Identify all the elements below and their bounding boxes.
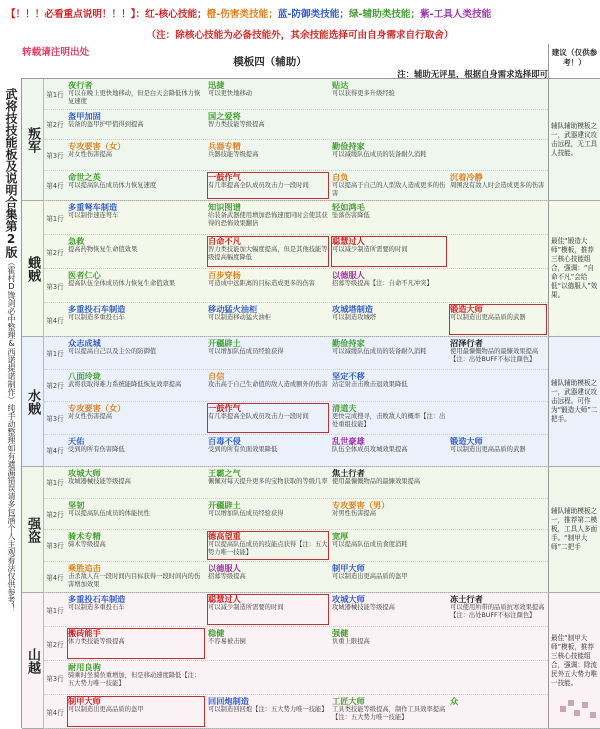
skill-row [44,337,548,370]
skill-desc: 可以减少制造所需要的时间 [208,604,284,611]
skill-cell [66,303,206,336]
skill-name: 知识图谱 [208,202,241,212]
skill-cell [330,269,448,302]
skill-desc: 可以增加队伍成员经验获得 [208,348,284,355]
skill-cell [330,79,448,109]
skill-name: 宽厚 [332,531,349,541]
skill-cell [66,171,206,201]
skill-row [44,627,548,661]
skill-cell [330,562,448,593]
skill-desc: 工具类技能等级提高，制作工具效率提高【注：五大势力唯一技能】 [332,706,446,721]
skill-name: 乱世豪雄 [332,435,365,446]
skill-name: 锻造大师 [450,435,483,446]
legend-part: 橙-伤害类技能； [206,9,278,20]
skill-cell [206,79,330,109]
skill-row [44,110,548,141]
skill-name: 勤俭持家 [332,141,365,151]
skill-desc: 可以更快地移动 [208,90,253,97]
skill-desc: 骑术等级提高 [68,541,106,548]
skill-name: 开疆辟土 [208,338,241,348]
skill-desc: 可以增加队伍成员经验获得 [208,509,284,517]
skill-name: 多重弩车制造 [68,202,118,212]
skill-name: 专攻要害（男） [332,499,390,510]
skill-cell [66,499,206,530]
skill-desc: 提高药物恢复生命值效果 [68,246,138,253]
skill-cell [206,627,330,660]
tier-label: 第1行 [46,214,64,223]
skill-cell [330,593,448,626]
skill-desc: 可以制造攻城塔 [332,314,377,321]
skill-cell [66,530,206,561]
skill-name: 工匠大师 [332,696,365,706]
faction-name: 叛军 [22,79,44,200]
skill-cell [66,235,206,268]
skill-row [44,530,548,562]
skill-name: 耐用良驹 [68,662,101,672]
skill-name: 自命不凡 [208,236,241,246]
skill-row [44,562,548,594]
skill-desc: 可以提高自己以及主公的防御值 [68,348,157,355]
skill-desc: 对男性伤害提高 [332,509,377,517]
skill-name: 攻城塔制造 [332,304,373,314]
skill-name: 国之爱将 [208,110,241,121]
skill-row [44,593,548,627]
skill-cell [66,79,206,109]
skill-name: 一鼓作气 [208,403,241,413]
skill-name: 天佑 [68,435,85,446]
skill-name: 多重投石车制造 [68,304,126,314]
skill-name: 沉着冷静 [450,171,483,182]
skill-cell [448,593,548,626]
skill-desc: 可以制造多重投石车 [68,604,125,611]
skill-name: 多重投石车制造 [68,594,126,604]
skill-desc: 站定射击击败击退效果降低 [332,380,408,388]
skill-cell [66,110,206,140]
skill-name: 移动猛火油柜 [208,304,258,314]
skill-desc: 智力类技能等级提高 [208,120,265,128]
skill-name: 搬砖能手 [68,628,101,638]
tier-label: 第3行 [46,674,64,683]
skill-desc: 可以提高队伍成员的体能抗性 [68,509,150,517]
skill-name: 德高望重 [208,531,241,541]
skill-row [44,435,548,468]
skill-cell [330,303,448,336]
skill-cell [330,235,448,268]
tier-label: 第4行 [46,182,64,191]
legend-banner [0,0,600,25]
tier-label: 第3行 [46,151,64,160]
tier-label: 第3行 [46,542,64,551]
skill-desc: 可造成中远距离的目标造成更多的伤害 [208,280,316,287]
skill-cell [330,467,448,498]
skill-cell [206,435,330,467]
skill-cell [66,593,206,626]
faction-name: 蛾贼 [22,201,44,336]
skill-cell [206,303,330,336]
skill-cell [66,337,206,369]
skill-desc: 攻城器械技能等级提高 [68,478,131,485]
skill-name: 以德服人 [332,270,365,280]
skill-name: 轻如鸿毛 [332,202,365,212]
skill-name: 勤俭持家 [332,338,365,348]
suggestion-header: 建议（仅供参考！） [548,44,600,78]
skill-cell [206,269,330,302]
skill-name: 乘胜追击 [68,562,101,573]
skill-desc: 可以减缓队伍成员的装备耐久消耗 [332,348,427,355]
skill-desc: 可以制造移动猛火油柜 [208,314,271,321]
tier-label: 第2行 [46,121,64,130]
skill-cell [206,467,330,498]
skill-name: 坚定不移 [332,370,365,381]
skill-name: 沼泽行者 [450,338,483,348]
suggestion-text: 最佳“锻造大师”模板，推荐三核心技能组合，强调：“自命不凡”会给低“以德服人”效果。 [548,201,600,336]
skill-cell [206,110,330,140]
skill-cell [206,235,330,268]
skill-desc: 智力类技能加大幅度提高，但是其他技能等级提高幅度降低 [208,246,328,261]
skill-cell [330,171,448,201]
legend-part: 【！！！必看重点说明！！！】： [6,9,146,20]
skill-name: 回回炮制造 [208,696,249,706]
skill-desc: 对女性伤害提高 [68,413,113,420]
skill-desc: 周围没有敌人时会造成更多的伤害 [450,181,545,189]
skill-cell [66,140,206,170]
skill-desc: 可以制造出更高品质的盔甲 [332,572,408,580]
skill-desc: 不容易被击倒 [208,638,246,645]
faction-name: 山越 [22,593,44,728]
skill-cell [448,303,548,336]
tier-label: 第2行 [46,382,64,391]
skill-cell [66,402,206,434]
skill-cell [206,337,330,369]
skill-desc: 招募等级提高【注：自命不凡冲突】 [332,280,433,287]
tier-label: 第3行 [46,282,64,291]
tier-label: 第3行 [46,414,64,423]
skill-name: 王霸之气 [208,468,241,478]
skill-cell [448,435,548,467]
skill-row [44,201,548,235]
skill-name: 冻土行者 [450,594,483,604]
skill-name: 骑术专精 [68,531,101,541]
faction-name: 水贼 [22,337,44,466]
template-title: 模板四（辅助） [233,56,307,68]
skill-row [44,303,548,337]
skill-name: 急救 [68,236,85,246]
skill-cell [66,435,206,467]
skill-name: 贴达 [332,80,349,90]
skill-desc: 受到的所有负面效果降低 [208,445,278,453]
skill-name: 坚韧 [68,499,85,510]
skill-desc: 可以在晚上更快地移动，但是白天会降低体力恢复速度 [68,90,201,105]
skill-name: 百步穿杨 [208,270,241,280]
skill-cell [206,499,330,530]
skill-row [44,171,548,202]
skill-desc: 可以提高于自己的人型敌人造成更多的伤害 [332,181,446,197]
skill-cell [330,201,448,234]
suggestion-text: 辅队辅助模板之一，武器建议攻击远程，无工具人技能。 [548,79,600,200]
skill-cell [330,402,448,434]
legend-part: 红-核心技能； [145,9,207,20]
skill-cell [66,562,206,593]
skill-cell [330,435,448,467]
suggestion-text: 最佳“制甲大师”模板，推荐三核心技能组合，强调：除流民外五大势力唯一技能。 [548,593,600,728]
tier-label: 第2行 [46,248,64,257]
faction-section [22,337,600,467]
skill-desc: 武将获取得难力系统能降低恢复效率提高 [68,380,182,388]
skill-desc: 可以获得更多升级经验 [332,90,395,97]
skill-desc: 受到的所有伤害降低 [68,445,125,453]
faction-section [22,79,600,201]
skill-name: 聪慧过人 [208,594,241,604]
skill-cell [330,627,448,660]
skill-cell [66,370,206,402]
legend-part: 蓝-防御类技能； [277,9,349,20]
skill-row [44,235,548,269]
skill-cell [206,370,330,402]
skill-name: 强健 [332,628,349,638]
skill-desc: 使用最慷慨物品的最慷效果提高 [332,478,421,485]
skill-cell [66,661,206,694]
skill-cell [66,627,206,660]
skill-name: 医者仁心 [68,270,101,280]
skill-desc: 提高队伍全体成员体力恢复生命值效果 [68,280,176,287]
skill-desc: 可以制造出更高品质的盔甲 [68,706,144,713]
skill-name: 稳健 [208,628,225,638]
skill-grid [22,78,600,728]
tier-label: 第1行 [46,606,64,615]
skill-desc: 坠落伤害降低 [332,212,370,219]
skill-desc: 可以制造回回炮【注：五大势力唯一技能】 [208,706,328,713]
skill-cell [448,171,548,201]
skill-name: 锻造大师 [450,304,483,314]
skill-desc: 可以制造出更高品质的武器 [450,314,526,321]
skill-desc: 队伍全体成员攻城效果提高 [332,445,408,453]
skill-cell [206,593,330,626]
tier-label: 第2行 [46,510,64,519]
skill-desc: 可以提高队伍成员的技能点获得【注：五大势力唯一技能】 [208,541,328,556]
skill-cell [206,201,330,234]
tier-label: 第2行 [46,640,64,649]
skill-name: 八面玲珑 [68,370,101,381]
skill-cell [206,402,330,434]
skill-cell [206,171,330,201]
left-title-column [0,78,22,728]
skill-cell [448,695,548,728]
tier-label: 第1行 [46,479,64,488]
skill-cell [330,695,448,728]
skill-row [44,499,548,531]
skill-row [44,661,548,695]
faction-section [22,593,600,729]
faction-section [22,201,600,337]
tier-label: 第4行 [46,708,64,717]
skill-name: 自信 [208,370,225,381]
skill-cell [66,467,206,498]
skill-name: 命世之英 [68,171,101,182]
skill-desc: 给装备武器使用增加恐怖速度同时会使其获得的恐怖效果翻倍 [208,212,328,227]
skill-row [44,370,548,403]
skill-cell [66,201,206,234]
skill-row [44,79,548,110]
skill-name: 众志成城 [68,338,101,348]
skill-row [44,467,548,499]
skill-desc: 可以减缓队伍成员的装备耐久消耗 [332,151,427,158]
skill-cell [330,370,448,402]
skill-name: 开疆辟土 [208,499,241,510]
skill-cell [66,269,206,302]
skill-name: 夜行者 [68,80,93,90]
skill-desc: 可以提高队伍成员食度消耗 [332,541,408,548]
skill-cell [206,140,330,170]
skill-desc: 攻城器械技能等级提高 [332,604,395,611]
faction-section [22,467,600,593]
skill-cell [330,337,448,369]
tier-label: 第1行 [46,90,64,99]
skill-desc: 可以制造多重投石车 [68,314,125,321]
skill-cell [66,695,206,728]
skill-name: 专攻要害（女） [68,403,126,413]
skill-desc: 可以提高队伍成员体力恢复速度 [68,181,157,189]
skill-desc: 招募等级提高 [208,572,246,580]
tier-label: 第4行 [46,447,64,456]
skill-name: 制甲大师 [68,696,101,706]
skill-row [44,402,548,435]
skill-name: 聪慧过人 [332,236,365,246]
skill-desc: 可以制造出更高品质的武器 [450,445,526,453]
legend-part: 紫-工具人类技能 [420,9,492,20]
skill-desc: 负重上限提高 [332,638,370,645]
skill-desc: 更快完成搜寻，击败敌人的概率【注：出处重组技能】 [332,413,446,428]
skill-name: 百毒不侵 [208,435,241,446]
skill-name: 盔甲加固 [68,110,101,121]
skill-name: 攻城大师 [332,594,365,604]
skill-name: 制甲大师 [332,562,365,573]
skill-cell [330,530,448,561]
skill-desc: 可以减少制造所需要的时间 [332,246,408,253]
skill-desc: 骑乘时坐骑负重增加，但是移动速度降低【注：五大势力唯一技能】 [68,672,201,687]
legend-note: （注：除核心技能为必备技能外，其余技能选择可由自身需求自行取舍） [146,30,454,41]
skill-cell [206,530,330,561]
corner-pixel-mark [560,698,598,720]
skill-desc: 使用最慷慨物品的最慷效果提高【注：出处BUFF不标注颜色】 [450,348,539,363]
repost-warning: 转载请注明出处 [22,47,90,58]
skill-cell [206,562,330,593]
skill-name: 攻城大师 [68,468,101,478]
skill-desc: 可以制作速连弩车 [68,212,119,219]
skill-desc: 可以使用所带的品质抗寒效果提高【注：出处BUFF不标注颜色】 [450,604,545,619]
skill-desc: 对女性伤害提高 [68,151,113,158]
skill-name: 一鼓作气 [208,171,241,182]
skill-desc: 攻击高于自己生命值的敌人造成额外的伤害 [208,380,328,388]
skill-name: 焦土行者 [332,468,365,478]
skill-name: 自负 [332,171,349,182]
tier-label: 第4行 [46,573,64,582]
skill-name: 迅捷 [208,80,225,90]
skill-name: 以德服人 [208,562,241,573]
legend-part: 绿-辅助类技能； [348,9,421,20]
skill-desc: 体力类技能等级提高 [68,638,125,645]
skill-name: 清道夫 [332,403,357,413]
skill-desc: 佩佩对每天提升更多的宝物获取的等级几率 [208,478,328,485]
suggestion-text: 辅队辅助模板之一，武器建议攻击远程。可作为“锻造大师”二把手。 [548,337,600,466]
skill-desc: 击杀敌人在一段时间内目标获得一段时间内的伤害增加效果 [68,572,201,588]
skill-desc: 兵器技能等级提高 [208,151,259,158]
skill-desc: 装备的盔甲护甲值得到提高 [68,120,144,128]
skill-row [44,269,548,303]
left-title: 武将技技能板及说明合集第2版 [4,88,18,258]
skill-desc: 有几率提高全队成员攻击力一段时间 [208,181,309,189]
skill-name: 专攻要害（女） [68,141,126,151]
skill-cell [448,337,548,369]
faction-name: 强盗 [22,467,44,592]
skill-row [44,140,548,171]
left-subtitle: （霍村D馋剑必中整理&西诺提诺制作）纯手动整理如有遗漏错误请多包涵个人主观看法仅供参考！ [7,258,16,612]
suggestion-text: 辅队辅助模板之一，推荐第二模板，工具人多面手。“制甲大师”二把手 [548,467,600,592]
tier-label: 第4行 [46,316,64,325]
skill-row [44,695,548,729]
skill-cell [330,499,448,530]
skill-name: 兵器专精 [208,141,241,151]
skill-cell [206,695,330,728]
template-note: 注：辅助无评星，根据自身需求选择即可 [397,69,548,79]
skill-cell [330,140,448,170]
skill-desc: 有几率提高全队成员攻击力一段时间 [208,413,309,420]
skill-name: 众 [450,696,459,706]
tier-label: 第1行 [46,349,64,358]
